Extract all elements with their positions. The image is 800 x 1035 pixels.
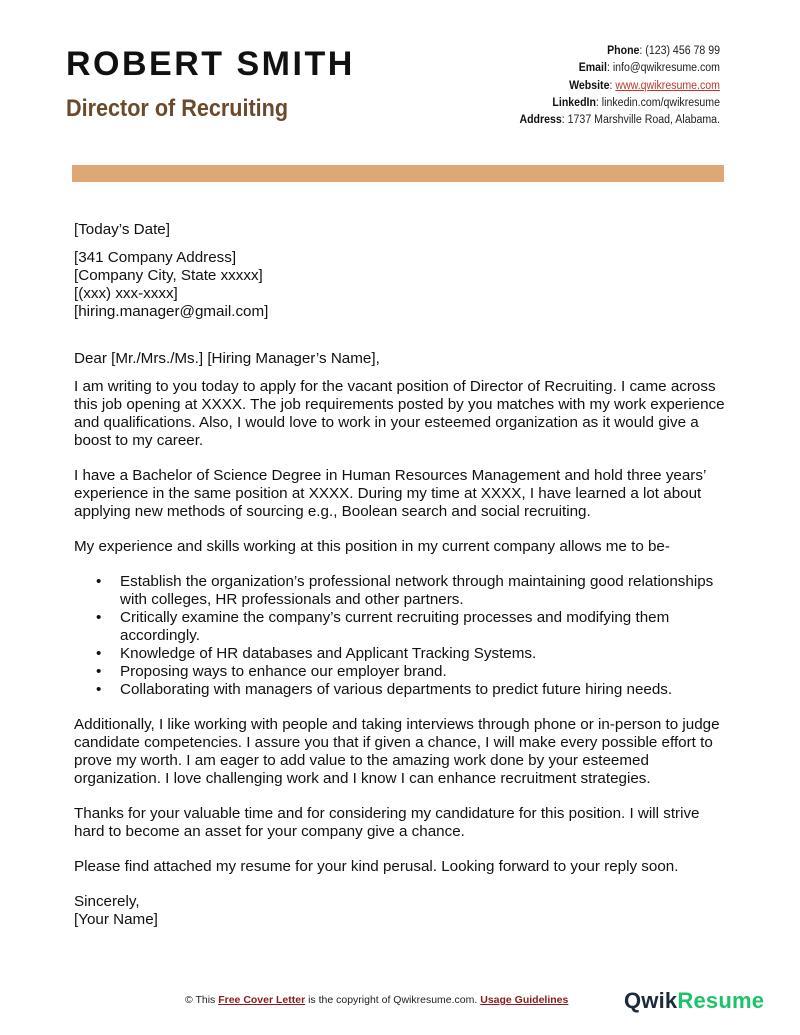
list-item-text: Critically examine the company’s current recruiting processes and modifying them accordingly. bbox=[120, 609, 670, 644]
salutation: Dear [Mr./Mrs./Ms.] [Hiring Manager’s Name], bbox=[74, 350, 380, 367]
closing: Sincerely, bbox=[74, 893, 140, 910]
paragraph-attachment: Please find attached my resume for your kind perusal. Looking forward to your reply soon. bbox=[74, 858, 679, 875]
contact-label: LinkedIn bbox=[552, 96, 596, 109]
contact-value: linkedin.com/qwikresume bbox=[601, 96, 720, 109]
contact-value: info@qwikresume.com bbox=[612, 62, 720, 75]
contact-value: (123) 456 78 99 bbox=[645, 45, 720, 57]
footer-prefix: © This bbox=[185, 994, 219, 1006]
contact-label: Email bbox=[578, 62, 607, 75]
contact-address: Address: 1737 Marshville Road, Alabama. bbox=[519, 114, 720, 127]
bullet-icon: • bbox=[96, 645, 102, 662]
qwikresume-logo[interactable] bbox=[624, 988, 764, 1014]
recipient-email: [hiring.manager@gmail.com] bbox=[74, 303, 269, 320]
footer-middle: is the copyright of Qwikresume.com. bbox=[305, 994, 481, 1006]
contact-label: Phone bbox=[607, 45, 640, 57]
letter-body bbox=[74, 221, 734, 929]
logo-part-qwik: Qwik bbox=[624, 988, 678, 1013]
list-item-text: Proposing ways to enhance our employer brand. bbox=[120, 663, 447, 680]
recipient-city: [Company City, State xxxxx] bbox=[74, 267, 263, 284]
contact-block bbox=[519, 43, 720, 129]
bullet-icon: • bbox=[96, 663, 102, 680]
paragraph-education: I have a Bachelor of Science Degree in Human Resources Management and hold three years’ experience in the same position at XXXX. During my time at XXXX, I have learned a lot about applying new methods of sourcing e.g., Boolean search and social recruiting. bbox=[74, 467, 706, 520]
logo-part-resume: Resume bbox=[677, 988, 765, 1013]
list-item bbox=[96, 681, 734, 699]
contact-linkedin: LinkedIn: linkedin.com/qwikresume bbox=[552, 96, 720, 109]
applicant-name: ROBERT SMITH bbox=[66, 45, 355, 83]
paragraph-additional: Additionally, I like working with people and taking interviews through phone or in-person to judge candidate competencies. I assure you that if given a chance, I will make every possible effort to prove my worth. I am eager to add value to the amazing work done by your esteemed organization. I love challenging work and I know I can enhance recruitment strategies. bbox=[74, 716, 720, 787]
paragraph-skills-intro: My experience and skills working at this position in my current company allows me to be- bbox=[74, 538, 670, 555]
list-item bbox=[96, 645, 734, 663]
bullet-icon: • bbox=[96, 609, 102, 626]
recipient-phone: [(xxx) xxx-xxxx] bbox=[74, 285, 178, 302]
contact-phone: Phone: (123) 456 78 99 bbox=[607, 45, 720, 57]
job-title: Director of Recruiting bbox=[66, 95, 289, 122]
website-link[interactable]: www.qwikresume.com bbox=[615, 79, 720, 92]
letter-date: [Today’s Date] bbox=[74, 221, 170, 238]
list-item-text: Knowledge of HR databases and Applicant Tracking Systems. bbox=[120, 645, 537, 662]
paragraph-thanks: Thanks for your valuable time and for considering my candidature for this position. I will strive hard to become an asset for your company give a chance. bbox=[74, 805, 700, 840]
contact-email: Email: info@qwikresume.com bbox=[578, 62, 720, 75]
signature: [Your Name] bbox=[74, 911, 158, 928]
list-item bbox=[96, 663, 734, 681]
contact-label: Website bbox=[569, 79, 610, 92]
list-item-text: Collaborating with managers of various departments to predict future hiring needs. bbox=[120, 681, 673, 698]
contact-label: Address bbox=[519, 114, 562, 127]
recipient-address: [341 Company Address] bbox=[74, 249, 237, 266]
list-item-text: Establish the organization’s professional network through maintaining good relationships with colleges, HR professionals and other partners. bbox=[120, 573, 714, 608]
list-item bbox=[96, 609, 734, 645]
skills-list bbox=[74, 573, 734, 699]
paragraph-intro: I am writing to you today to apply for the vacant position of Director of Recruiting. I came across this job opening at XXXX. The job requirements posted by you matches with my work experience and qualifications. Also, I would love to work in your esteemed organization as it would give a boost to my career. bbox=[74, 378, 725, 449]
list-item bbox=[96, 573, 734, 609]
bullet-icon: • bbox=[96, 681, 102, 698]
bullet-icon: • bbox=[96, 573, 102, 590]
usage-guidelines-link[interactable]: Usage Guidelines bbox=[480, 994, 569, 1006]
accent-divider bbox=[72, 165, 724, 182]
free-cover-letter-link[interactable]: Free Cover Letter bbox=[218, 994, 306, 1006]
contact-website: Website: www.qwikresume.com bbox=[569, 79, 720, 92]
contact-value: 1737 Marshville Road, Alabama. bbox=[567, 114, 720, 127]
